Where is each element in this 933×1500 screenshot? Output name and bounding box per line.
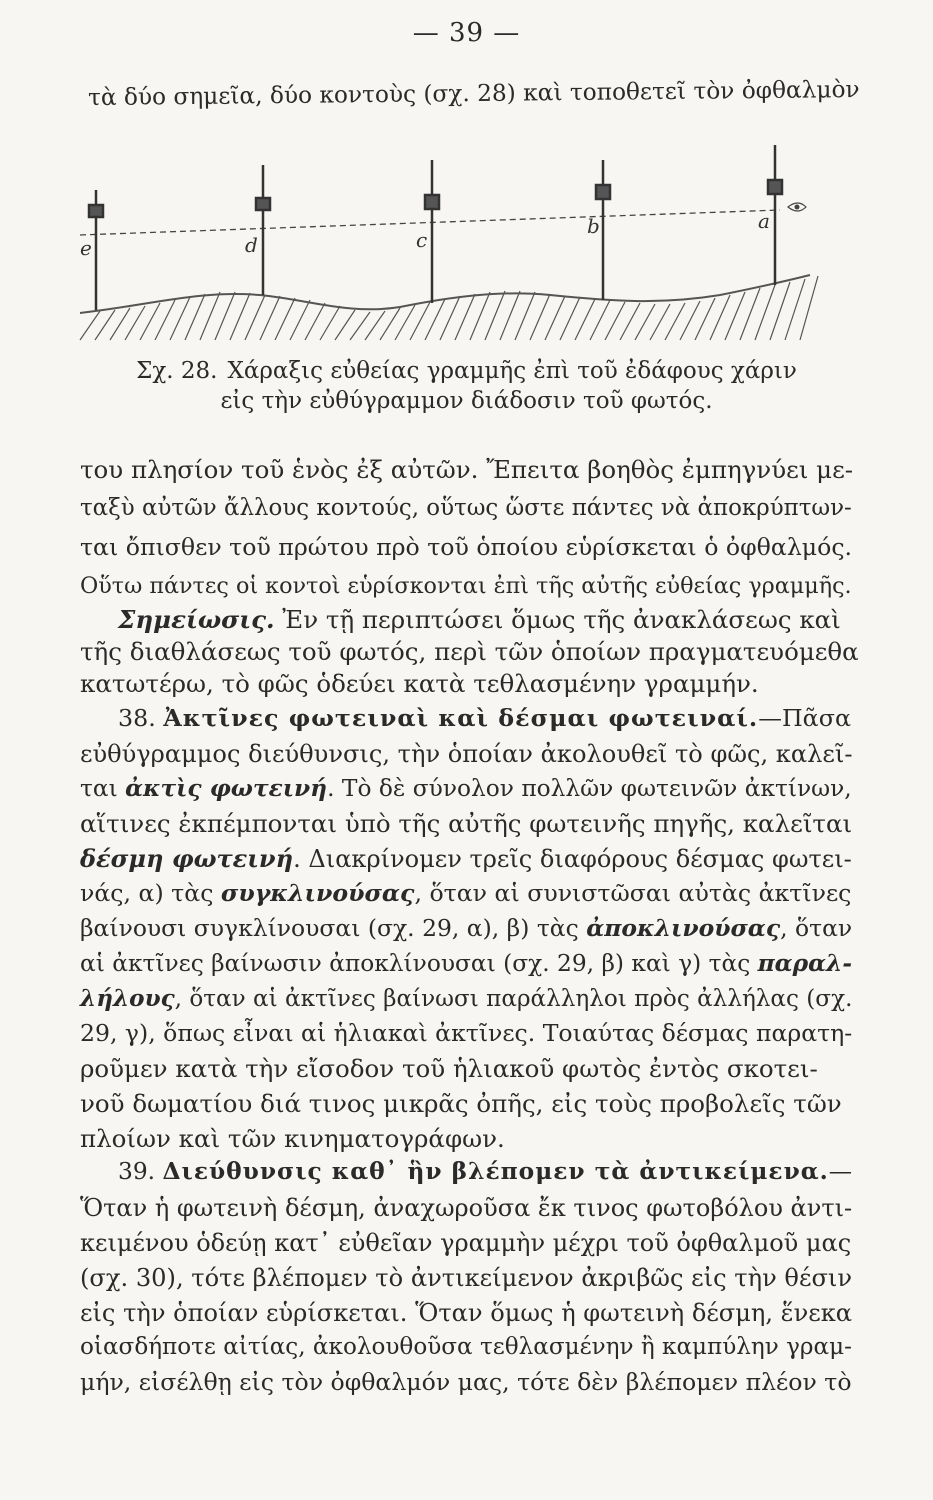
text-line: πλοίων καὶ τῶν κινηματογράφων. bbox=[80, 1124, 505, 1153]
ground-hatching bbox=[80, 275, 818, 340]
pole-label-b: b bbox=[587, 214, 600, 238]
sight-line bbox=[80, 210, 780, 235]
note-first-line: Σημείωσις. Ἐν τῇ περιπτώσει ὅμως τῆς ἀνακλάσεως καὶ bbox=[118, 605, 841, 634]
pole-label-a: a bbox=[758, 209, 770, 233]
text-line: εἰς τὴν ὁποίαν εὑρίσκεται. Ὅταν ὅμως ἡ φωτεινὴ δέσμη, ἕνεκα bbox=[80, 1299, 853, 1327]
text-line: βαίνουσι συγκλίνουσαι (σχ. 29, α), β) τὰς ἀποκλινούσας, ὅταν bbox=[80, 914, 853, 942]
term-aktis: ἀκτὶς φωτεινή bbox=[125, 775, 328, 802]
text-line: λήλους, ὅταν αἱ ἀκτῖνες βαίνωσι παράλληλοι πρὸς ἀλλήλας (σχ. bbox=[80, 985, 853, 1012]
text-line: εὐθύγραμμος διεύθυνσις, τὴν ὁποίαν ἀκολουθεῖ τὸ φῶς, καλεῖ- bbox=[80, 740, 853, 768]
text-line: ται ὄπισθεν τοῦ πρώτου πρὸ τοῦ ὁποίου εὑρίσκεται ὁ ὀφθαλμός. bbox=[80, 533, 853, 561]
text-line: αἱ ἀκτῖνες βαίνωσιν ἀποκλίνουσαι (σχ. 29, β) καὶ γ) τὰς παραλ- bbox=[80, 950, 852, 977]
text-line: οἱασδήποτε αἰτίας, ἀκολουθοῦσα τεθλασμένην ἢ καμπύλην γραμ- bbox=[80, 1334, 852, 1360]
text-line: ροῦμεν κατὰ τὴν εἴσοδον τοῦ ἡλιακοῦ φωτὸς ἐντὸς σκοτει- bbox=[80, 1054, 818, 1083]
pole-label-e: e bbox=[80, 236, 92, 260]
note-label: Σημείωσις. bbox=[118, 605, 275, 634]
text-line: ται ἀκτὶς φωτεινή. Τὸ δὲ σύνολον πολλῶν φωτεινῶν ἀκτίνων, bbox=[80, 775, 852, 802]
section-number: 38. bbox=[118, 704, 156, 732]
text-line: 29, γ), ὅπως εἶναι αἱ ἡλιακαὶ ἀκτῖνες. Τοιαύτας δέσμας παρατη- bbox=[80, 1019, 853, 1047]
text-line: δέσμη φωτεινή. Διακρίνομεν τρεῖς διαφόρους δέσμας φωτει- bbox=[80, 844, 852, 873]
text-line: ταξὺ αὐτῶν ἄλλους κοντούς, οὕτως ὥστε πάντες νὰ ἀποκρύπτων- bbox=[80, 495, 852, 521]
term-synklinousas: συγκλινούσας bbox=[220, 879, 415, 907]
text-line: Ὅταν ἡ φωτεινὴ δέσμη, ἀναχωροῦσα ἔκ τινος φωτοβόλου ἀντι- bbox=[80, 1194, 853, 1222]
figure-caption-line-1: Σχ. 28. Χάραξις εὐθείας γραμμῆς ἐπὶ τοῦ ἐδάφους χάριν bbox=[136, 358, 797, 384]
poles bbox=[89, 145, 782, 310]
section-39-title: Διεύθυνσις καθ᾽ ἣν βλέπομεν τὰ ἀντικείμενα. bbox=[162, 1158, 829, 1185]
text-line: αἵτινες ἐκπέμπονται ὑπὸ τῆς αὐτῆς φωτεινῆς πηγῆς, καλεῖται bbox=[80, 809, 853, 838]
text-line: τὰ δύο σημεῖα, δύο κοντοὺς (σχ. 28) καὶ τοποθετεῖ τὸν ὀφθαλμὸν bbox=[87, 76, 860, 112]
figure-caption-line-2: εἰς τὴν εὐθύγραμμον διάδοσιν τοῦ φωτός. bbox=[220, 388, 713, 414]
pole-label-c: c bbox=[416, 228, 428, 252]
text-line: Οὕτω πάντες οἱ κοντοὶ εὑρίσκονται ἐπὶ τῆς αὐτῆς εὐθείας γραμμῆς. bbox=[80, 573, 852, 599]
figure-caption-number: Σχ. 28. bbox=[136, 358, 218, 384]
text-line: κειμένου ὁδεύῃ κατ᾽ εὐθεῖαν γραμμὴν μέχρι τοῦ ὀφθαλμοῦ μας bbox=[80, 1229, 852, 1257]
term-apoklinousas: ἀποκλινούσας bbox=[586, 914, 781, 942]
text-line: (σχ. 30), τότε βλέπομεν τὸ ἀντικείμενον ἀκριβῶς εἰς τὴν θέσιν bbox=[80, 1264, 853, 1292]
term-parallilous: παραλ- bbox=[757, 950, 852, 977]
text-line: κατωτέρω, τὸ φῶς ὁδεύει κατὰ τεθλασμένην γραμμήν. bbox=[80, 669, 759, 698]
section-38-title: Ἀκτῖνες φωτειναὶ καὶ δέσμαι φωτειναί. bbox=[163, 704, 759, 732]
section-38-heading-line: 38. Ἀκτῖνες φωτειναὶ καὶ δέσμαι φωτειναί.—Πᾶσα bbox=[118, 704, 851, 732]
page-number: — 39 — bbox=[412, 18, 521, 48]
pole-label-d: d bbox=[245, 233, 258, 257]
term-desmi: δέσμη φωτεινή bbox=[80, 844, 294, 873]
text-line: νάς, α) τὰς συγκλινούσας, ὅταν αἱ συνιστῶσαι αὐτὰς ἀκτῖνες bbox=[80, 879, 852, 907]
section-39-heading-line: 39. Διεύθυνσις καθ᾽ ἣν βλέπομεν τὰ ἀντικείμενα.— bbox=[118, 1158, 853, 1185]
text-line: μήν, εἰσέλθῃ εἰς τὸν ὀφθαλμόν μας, τότε δὲν βλέπομεν πλέον τὸ bbox=[80, 1368, 852, 1396]
section-number: 39. bbox=[118, 1158, 156, 1185]
text-line: νοῦ δωματίου διά τινος μικρᾶς ὀπῆς, εἰς τοὺς προβολεῖς τῶν bbox=[80, 1089, 842, 1118]
text-line: του πλησίον τοῦ ἑνὸς ἐξ αὐτῶν. Ἔπειτα βοηθὸς ἐμπηγνύει με- bbox=[80, 455, 854, 484]
figure-28-diagram bbox=[70, 135, 830, 360]
text-line: τῆς διαθλάσεως τοῦ φωτός, περὶ τῶν ὁποίων πραγματευόμεθα bbox=[80, 637, 859, 666]
